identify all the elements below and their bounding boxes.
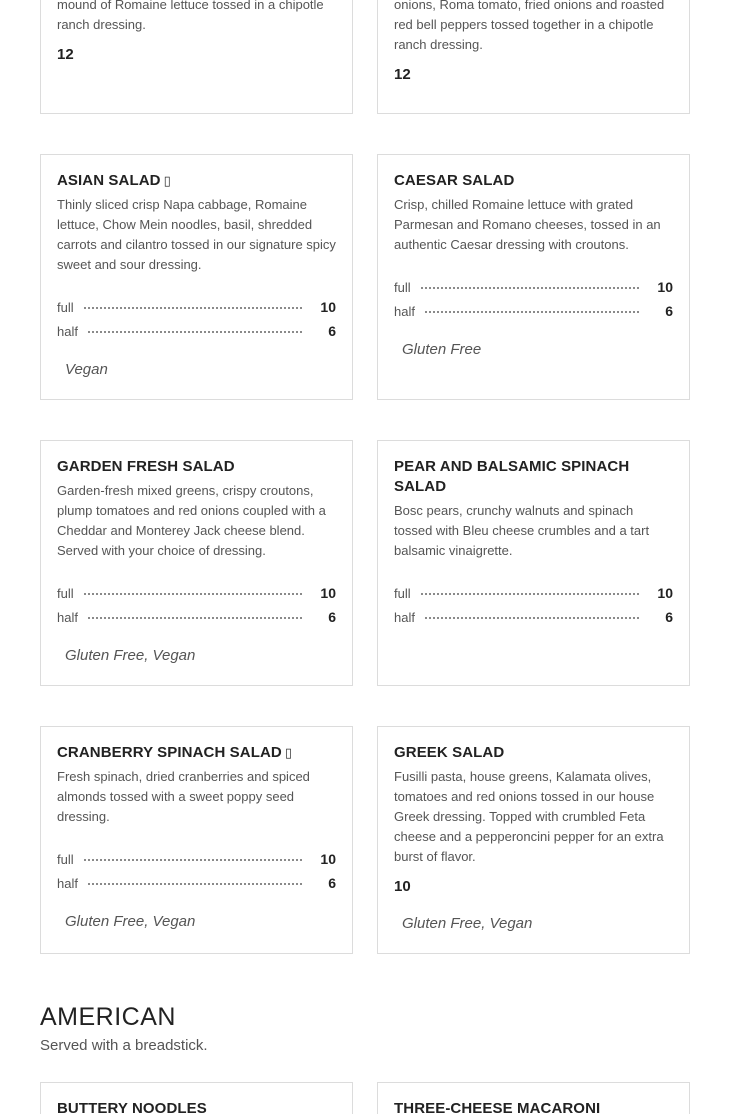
menu-card-pear-balsamic-spinach-salad — [377, 440, 690, 686]
price-label: half — [394, 609, 415, 625]
item-title — [57, 743, 336, 763]
dot-leader — [88, 883, 302, 885]
menu-card-partial-left — [40, 0, 353, 114]
price-label: full — [57, 851, 74, 867]
section-subtitle: Served with a breadstick. — [40, 1037, 208, 1054]
price-row-full — [57, 295, 336, 319]
item-title: BUTTERY NOODLES — [57, 1100, 207, 1114]
price-label: half — [57, 875, 78, 891]
menu-card-cranberry-spinach-salad — [40, 726, 353, 954]
price-value: 6 — [665, 303, 673, 319]
price-label: full — [57, 585, 74, 601]
price-row-full — [394, 581, 673, 605]
section-title: AMERICAN — [40, 1003, 176, 1031]
dot-leader — [88, 617, 302, 619]
price-value: 10 — [320, 585, 336, 601]
dot-leader — [425, 311, 639, 313]
menu-card-three-cheese-macaroni — [377, 1082, 690, 1114]
item-title-text: ASIAN SALAD — [57, 172, 161, 189]
price-label: half — [394, 303, 415, 319]
item-price: 12 — [57, 46, 74, 63]
item-description: Bosc pears, crunchy walnuts and spinach tossed with Bleu cheese crumbles and a tart balsamic vinaigrette. — [394, 503, 650, 558]
price-row-half — [394, 299, 673, 323]
item-title: GREEK SALAD — [394, 744, 505, 761]
dietary-tags: Gluten Free — [402, 341, 482, 358]
dot-leader — [421, 593, 639, 595]
item-title-text: CRANBERRY SPINACH SALAD — [57, 744, 282, 761]
price-row-full — [57, 847, 336, 871]
price-value: 10 — [320, 851, 336, 867]
item-description: Crisp, chilled Romaine lettuce with grated Parmesan and Romano cheeses, tossed in an authentic Caesar dressing with croutons. — [394, 197, 661, 252]
price-value: 6 — [665, 609, 673, 625]
item-description: Garden-fresh mixed greens, crispy croutons, plump tomatoes and red onions coupled with a Cheddar and Monterey Jack cheese blend. Served with your choice of dressing. — [57, 483, 326, 558]
price-value: 10 — [657, 585, 673, 601]
item-price: 10 — [394, 878, 411, 895]
dot-leader — [84, 307, 302, 309]
menu-card-garden-fresh-salad — [40, 440, 353, 686]
item-description: onions, Roma tomato, fried onions and roasted red bell peppers tossed together in a chipotle ranch dressing. — [394, 0, 665, 52]
price-value: 10 — [657, 279, 673, 295]
price-row-full — [394, 275, 673, 299]
item-price: 12 — [394, 66, 411, 83]
price-row-half — [57, 319, 336, 343]
menu-card-caesar-salad — [377, 154, 690, 400]
item-description: mound of Romaine lettuce tossed in a chipotle ranch dressing. — [57, 0, 324, 32]
item-title: CAESAR SALAD — [394, 172, 515, 189]
menu-card-partial-right — [377, 0, 690, 114]
price-value: 6 — [328, 875, 336, 891]
price-label: half — [57, 323, 78, 339]
price-value: 6 — [328, 323, 336, 339]
price-label: full — [394, 279, 411, 295]
dot-leader — [425, 617, 639, 619]
item-title: PEAR AND BALSAMIC SPINACH SALAD — [394, 458, 630, 495]
price-label: full — [394, 585, 411, 601]
item-description: Fresh spinach, dried cranberries and spiced almonds tossed with a sweet poppy seed dressing. — [57, 769, 310, 824]
menu-card-asian-salad — [40, 154, 353, 400]
dot-leader — [84, 593, 302, 595]
price-row-full — [57, 581, 336, 605]
missing-glyph-icon: ▯ — [163, 173, 171, 188]
dietary-tags: Vegan — [65, 361, 108, 378]
price-value: 10 — [320, 299, 336, 315]
menu-card-greek-salad — [377, 726, 690, 954]
item-description: Thinly sliced crisp Napa cabbage, Romaine lettuce, Chow Mein noodles, basil, shredded carrots and cilantro tossed in our signature spicy sweet and sour dressing. — [57, 197, 336, 272]
dot-leader — [84, 859, 302, 861]
dot-leader — [88, 331, 302, 333]
missing-glyph-icon: ▯ — [284, 745, 293, 760]
price-row-half — [394, 605, 673, 629]
price-row-half — [57, 871, 336, 895]
item-title: THREE-CHEESE MACARONI — [394, 1100, 601, 1114]
item-description: Fusilli pasta, house greens, Kalamata olives, tomatoes and red onions tossed in our house Greek dressing. Topped with crumbled Feta cheese and a pepperoncini pepper for an extra burst of flavor. — [394, 769, 664, 864]
item-title: GARDEN FRESH SALAD — [57, 458, 235, 475]
item-title — [57, 171, 336, 191]
dot-leader — [421, 287, 639, 289]
dietary-tags: Gluten Free, Vegan — [402, 915, 533, 932]
menu-card-buttery-noodles — [40, 1082, 353, 1114]
dietary-tags: Gluten Free, Vegan — [65, 913, 196, 930]
price-row-half — [57, 605, 336, 629]
price-value: 6 — [328, 609, 336, 625]
price-label: half — [57, 609, 78, 625]
dietary-tags: Gluten Free, Vegan — [65, 647, 196, 664]
price-label: full — [57, 299, 74, 315]
